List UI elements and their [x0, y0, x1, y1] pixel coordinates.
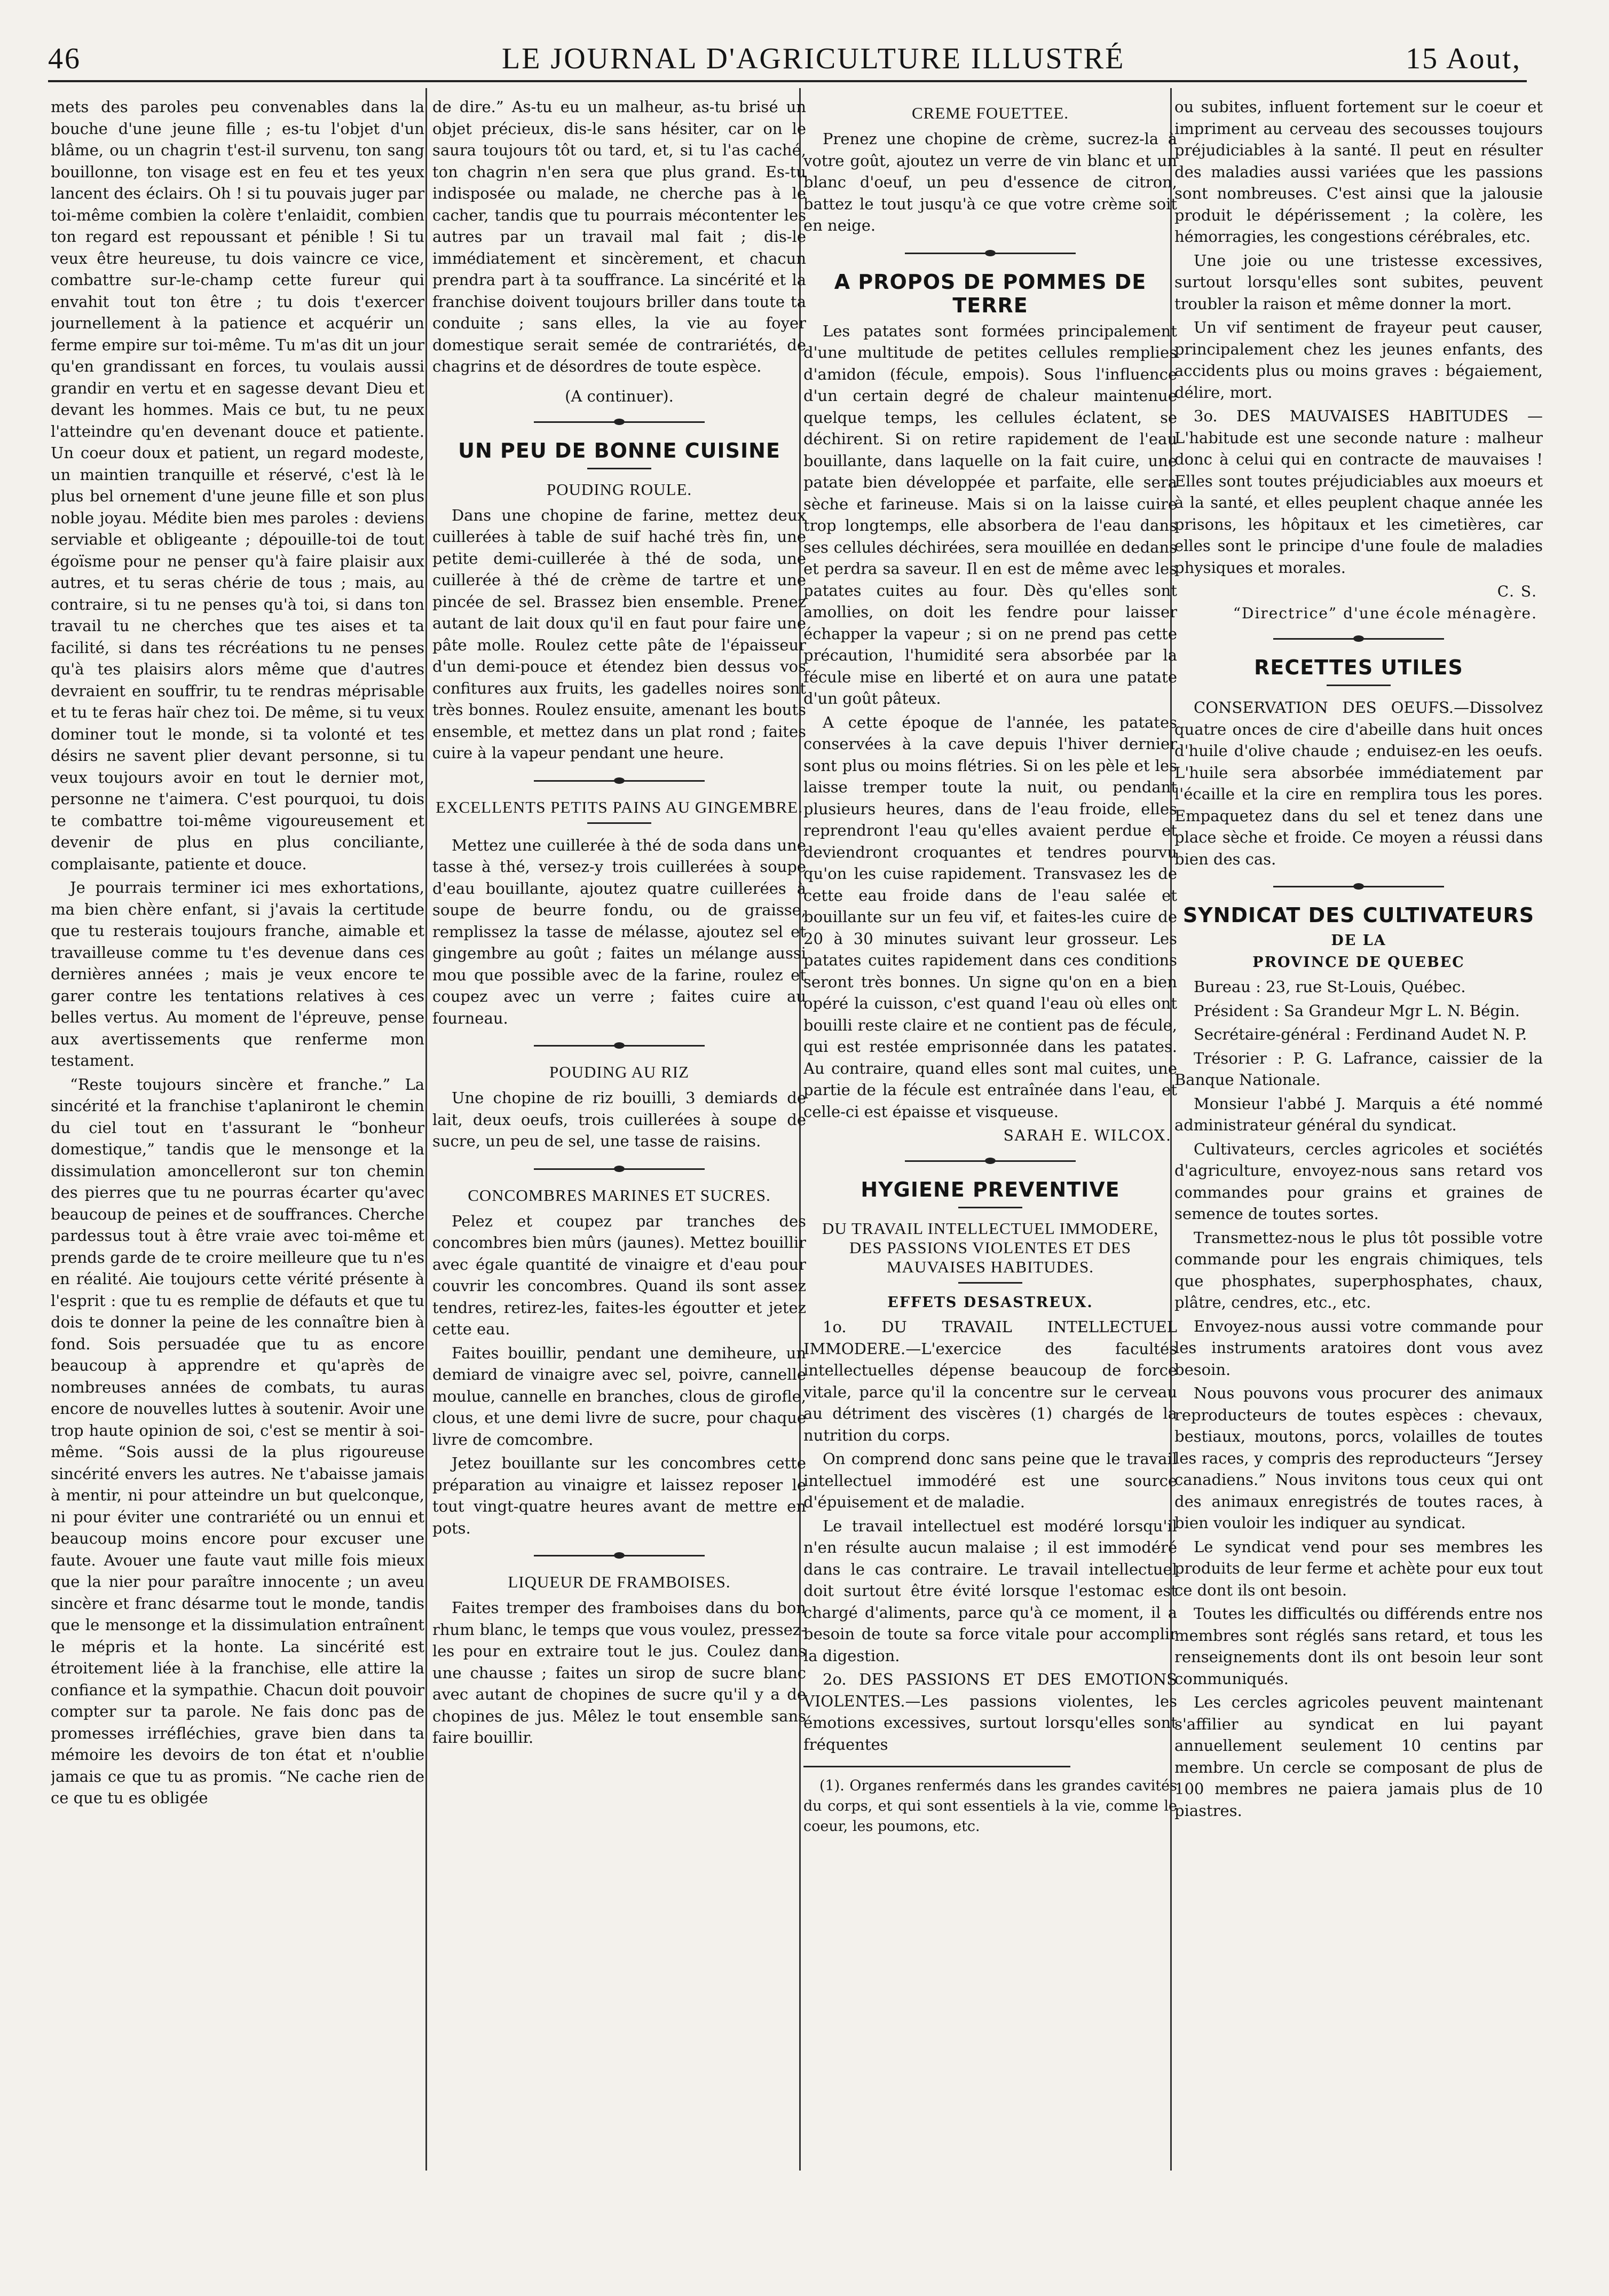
article-paragraph: 2o. DES PASSIONS ET DES EMOTIONS VIOLENTES.—Les passions violentes, les émotions excessives, surtout lorsqu'elles sont fréquentes [803, 1670, 1177, 1754]
author-signature: C. S. [1497, 583, 1537, 600]
separator-rule [534, 1555, 705, 1556]
article-paragraph: 1o. DU TRAVAIL INTELLECTUEL IMMODERE.—L'exercice des facultés intellectuelles dépense beaucoup de force vitale, parce qu'il la concentre sur le cerveau au détriment des viscères (1) chargés de la nutrition du corps. [803, 1318, 1177, 1444]
recipe-text: Une chopine de riz bouilli, 3 demiards de lait, deux oeufs, trois cuillerées à soupe de sucre, un peu de sel, une tasse de raisins. [432, 1089, 806, 1150]
section-ornament [1273, 638, 1444, 640]
article-subtitle: DU TRAVAIL INTELLECTUEL IMMODERE, DES PASSIONS VIOLENTES ET DES MAUVAISES HABITUDES. [822, 1219, 1158, 1276]
section-ornament [534, 421, 705, 423]
syndicat-paragraph: Envoyez-nous aussi votre commande pour les instruments aratoires dont vous avez besoin. [1174, 1317, 1543, 1379]
section-title: SYNDICAT DES CULTIVATEURS [1182, 903, 1535, 927]
journal-title: LE JOURNAL D'AGRICULTURE ILLUSTRÉ [502, 42, 1125, 75]
recipe-text: Pelez et coupez par tranches des concombres bien mûrs (jaunes). Mettez bouillir avec égale quantité de vinaigre et d'eau pour couvrir les concombres. Quand ils sont assez tendres, retirez-les, faites-les égoutter et jetez cette eau. [432, 1212, 806, 1338]
section-subtitle: PROVINCE DE QUEBEC [1252, 954, 1465, 971]
issue-date: 15 Aout, [1406, 42, 1521, 75]
syndicat-paragraph: Cultivateurs, cercles agricoles et sociétés d'agriculture, envoyez-nous sans retard vos commandes pour grains et graines de semence de toutes sortes. [1174, 1139, 1543, 1223]
recipe-text: Faites bouillir, pendant une demiheure, un demiard de vinaigre avec sel, poivre, cannelle moulue, cannelle en branches, clous de girofle, clous, et une demi livre de sucre, pour chaque livre de comcombre. [432, 1343, 806, 1449]
article-paragraph: Le travail intellectuel est modéré lorsqu'il n'en résulte aucun malaise ; il est immodéré dans le cas contraire. Le travail intellectuel doit surtout être évité lorsque l'estomac est chargé d'aliments, parce qu'à ce moment, il a besoin de toute sa force vitale pour accomplir la digestion. [803, 1516, 1177, 1665]
author-signature: SARAH E. WILCOX. [1003, 1127, 1172, 1144]
masthead [48, 42, 1521, 79]
short-rule [958, 1282, 1022, 1284]
recipe-text: Mettez une cuillerée à thé de soda dans une tasse à thé, versez-y trois cuillerées à soupe d'eau bouillante, ajoutez quatre cuillerées à soupe de beurre fondu, ou de graisse, remplissez la tasse de mélasse, ajoutez sel et gingembre au goût ; faites un mélange aussi mou que possible avec de la farine, roulez et coupez avec un verre ; faites cuire au fourneau. [432, 836, 806, 1027]
short-rule [587, 822, 651, 824]
article-kicker: EFFETS DESASTREUX. [887, 1294, 1093, 1311]
section-title: RECETTES UTILES [1254, 656, 1463, 679]
syndicat-paragraph: Nous pouvons vous procurer des animaux reproducteurs de toutes espèces : chevaux, bestiaux, moutons, porcs, volailles de toutes les races, y compris des reproducteurs “Jersey canadiens.” Nous invitons tous ceux qui ont des animaux enregistrés de toutes races, à bien vouloir les indiquer au syndicat. [1174, 1384, 1543, 1532]
section-subtitle: DE LA [1331, 932, 1386, 949]
masthead-rule [48, 80, 1527, 82]
article-paragraph: Les patates sont formées principalement d'une multitude de petites cellules remplies d'amidon (fécule, empois). Sous l'influence d'un certain degré de chaleur maintenue quelque temps, les cellules éclatent, se déchirent. Si on retire rapidement de l'eau bouillante, dans laquelle on la fait cuire, une patate bien développée et parfaite, elle sera sèche et farineuse. Mais si on la laisse cuire trop longtemps, elle absorbera de l'eau dans ses cellules déchirées, sera mouillée en dedans et perdra sa saveur. Il en est de même avec les patates cuites au four. Dès qu'elles sont amollies, on doit les fendre pour laisser échapper la vapeur ; si on ne prend pas cette précaution, l'humidité sera absorbée par la fécule mise en liberté et on aura une patate d'un goût pâteux. [803, 321, 1177, 707]
article-paragraph: “Reste toujours sincère et franche.” La sincérité et la franchise t'aplaniront le chemin du ciel tout en t'assurant le “bonheur domestique,” tandis que le mensonge et la dissimulation amoncelleront sur ton chemin des pierres que tu ne pourras écarter qu'avec beaucoup de peines et de souffrances. Cherche pardessus tout à être vraie avec toi-même et prends garde de te croire meilleure que tu n'es en réalité. Aie toujours cette vérité présente à l'esprit : que tu es remplie de défauts et que tu dois te donner la peine de les connaître bien à fond. Sois persuadée que tu as encore beaucoup à apprendre et qu'après de nombreuses années de combats, tu auras encore de nouvelles luttes à soutenir. Avoir une trop haute opinion de soi, c'est se mentir à soi-même. “Sois aussi de la plus rigoureuse sincérité envers les autres. Ne t'abaisse jamais à mentir, ni pour atteindre un but quelconque, ni pour éviter une contrariété ou un ennui et beaucoup moins encore pour excuser une faute. Avouer une faute vaut mille fois mieux que la nier pour paraître innocente ; un aveu sincère et franc désarme tout le monde, tandis que le mensonge et la dissimulation entraînent le mépris et la honte. La sincérité est étroitement liée à la franchise, elle attire la confiance et la sympathie. Chacun doit pouvoir compter sur ta parole. Ne fais donc pas de promesses irréfléchies, grave bien dans ta mémoire les devoirs de ton état et n'oublie jamais ce que tu as promis. “Ne cache rien de ce que tu es obligée [51, 1075, 424, 1807]
column-2 [432, 96, 806, 2189]
article-paragraph: Un vif sentiment de frayeur peut causer, principalement chez les jeunes enfants, des accidents plus ou moins graves : bégaiement, délire, mort. [1174, 318, 1543, 402]
section-title: UN PEU DE BONNE CUISINE [458, 438, 780, 462]
syndicat-paragraph: Trésorier : P. G. Lafrance, caissier de la Banque Nationale. [1174, 1049, 1543, 1089]
recipe-title: POUDING ROULE. [546, 479, 692, 499]
article-paragraph: On comprend donc sans peine que le travail intellectuel immodéré est une source d'épuisement et de maladie. [803, 1450, 1177, 1511]
section-ornament [905, 1160, 1076, 1162]
section-title: A PROPOS DE POMMES DE TERRE [834, 270, 1147, 317]
syndicat-paragraph: Bureau : 23, rue St-Louis, Québec. [1194, 978, 1466, 996]
recipe-text: Faites tremper des framboises dans du bon rhum blanc, le temps que vous voulez, pressez-les pour en extraire tout le jus. Coulez dans une chausse ; faites un sirop de sucre blanc avec autant de chopines de sucre qu'il y a de chopines de jus. Mêlez le tout ensemble sans faire bouillir. [432, 1599, 806, 1747]
article-paragraph: de dire.” As-tu eu un malheur, as-tu brisé un objet précieux, dis-le sans hésiter, car on le saura toujours tôt ou tard, et, si tu l'as caché, ton chagrin n'en sera que plus grand. Es-tu indisposée ou malade, ne cherche pas à le cacher, tandis que tu pourrais mécontenter les autres par un travail mal fait ; dis-le immédiatement et sincèrement, et chacun prendra part à ta souffrance. La sincérité et la franchise doivent toujours briller dans toute ta conduite ; sans elles, la vie au foyer domestique serait semée de contrariétés, de chagrins et de désordres de toute espèce. [432, 98, 806, 375]
recipe-title: CONCOMBRES MARINES ET SUCRES. [468, 1185, 771, 1205]
article-paragraph: Je pourrais terminer ici mes exhortations, ma bien chère enfant, si j'avais la certitude que tu resterais toujours franche, aimable et travailleuse comme tu t'es devenue dans ces dernières années ; mais je veux encore te garer contre les tentations relatives à ces belles vertus. Au moment de l'épreuve, pense aux avertissements que renferme mon testament. [51, 878, 424, 1070]
article-paragraph: ou subites, influent fortement sur le coeur et impriment au cerveau des secousses toujours préjudiciables à la santé. Il peut en résulter des maladies aussi variées que les passions sont nombreuses. C'est ainsi que la jalousie produit le dépérissement ; la colère, les hémorragies, les congestions cérébrales, etc. [1174, 98, 1543, 246]
syndicat-paragraph: Secrétaire-général : Ferdinand Audet N. P. [1194, 1025, 1527, 1043]
article-paragraph: mets des paroles peu convenables dans la bouche d'une jeune fille ; es-tu l'objet d'un blâme, ou un chagrin t'est-il survenu, ton sang bouillonne, ton visage est en feu et tes yeux lancent des éclairs. Oh ! si tu pouvais juger par toi-même combien la colère t'enlaidit, combien ton regard est repoussant et pénible ! Si tu veux être heureuse, tu dois vaincre ce vice, combattre sur-le-champ cette fureur qui envahit tout ton être ; tu dois t'exercer journellement à la patience et acquérir un ferme empire sur toi-même. Tu m'as dit un jour qu'en grandissant en forces, tu voulais aussi grandir en vertu et en sagesse devant Dieu et devant les hommes. Mais ce but, tu ne peux l'atteindre qu'en devenant douce et patiente. Un coeur doux et patient, un regard modeste, un maintien tranquille et réservé, c'est là le plus bel ornement d'une jeune fille et son plus noble joyau. Médite bien mes paroles : deviens serviable et obligeante ; dépouille-toi de tout égoïsme pour ne penser qu'à faire plaisir aux autres, et tu seras chérie de tous ; mais, au contraire, si tu ne penses qu'à toi, si dans ton travail tu ne cherches que tes aises et ta facilité, si dans tes récréations tu ne penses qu'à tes plaisirs alors même que d'autres devraient en souffrir, tu te rendras méprisable et tu te feras haïr chez toi. De même, si tu veux dominer tout le monde, si ta volonté et tes désirs ne savent plier devant personne, si tu veux toujours avoir en tout le dernier mot, personne ne t'aimera. C'est pourquoi, tu dois te combattre toi-même vigoureusement et devenir de plus en plus conciliante, complaisante, patiente et douce. [51, 98, 424, 873]
syndicat-paragraph: Transmettez-nous le plus tôt possible votre commande pour les engrais chimiques, tels que phosphates, superphosphates, chaux, plâtre, cendres, etc., etc. [1174, 1228, 1543, 1311]
short-rule [958, 1207, 1022, 1208]
syndicat-paragraph: Président : Sa Grandeur Mgr L. N. Bégin. [1194, 1001, 1520, 1020]
recipe-title: LIQUEUR DE FRAMBOISES. [508, 1572, 731, 1591]
column-1 [51, 96, 424, 2189]
short-rule [587, 468, 651, 469]
article-paragraph: 3o. DES MAUVAISES HABITUDES —L'habitude est une seconde nature : malheur donc à celui qui en contracte de mauvaises ! Elles sont toutes préjudiciables aux moeurs et à la santé, et elles peuplent chaque année les prisons, les hôpitaux et les cimetières, car elles sont le principe d'une foule de maladies physiques et morales. [1174, 407, 1543, 577]
recipe-title: EXCELLENTS PETITS PAINS AU GINGEMBRE. [436, 797, 803, 816]
recipe-text: Jetez bouillante sur les concombres cette préparation au vinaigre et laissez reposer le tout vingt-quatre heures avant de mettre en pots. [432, 1454, 806, 1537]
recipe-text: Prenez une chopine de crème, sucrez-la à votre goût, ajoutez un verre de vin blanc et un blanc d'oeuf, un peu d'essence de citron, battez le tout jusqu'à ce que votre crème soit en neige. [803, 130, 1177, 234]
column-divider [425, 88, 427, 2171]
article-paragraph: Une joie ou une tristesse excessives, surtout lorsqu'elles sont subites, peuvent troubler la raison et même donner la mort. [1174, 251, 1543, 313]
column-3 [803, 96, 1177, 2189]
syndicat-paragraph: Monsieur l'abbé J. Marquis a été nommé administrateur général du syndicat. [1174, 1094, 1543, 1134]
section-ornament [1273, 886, 1444, 887]
section-title: HYGIENE PREVENTIVE [861, 1178, 1120, 1201]
column-4 [1174, 96, 1543, 2189]
syndicat-paragraph: Les cercles agricoles peuvent maintenant s'affilier au syndicat en lui payant annuellement seulement 10 centins par membre. Un cercle se composant de plus de 100 membres ne paiera jamais plus de 10 piastres. [1174, 1693, 1543, 1820]
article-paragraph: CONSERVATION DES OEUFS.—Dissolvez quatre onces de cire d'abeille dans huit onces d'huile d'olive chaude ; enduisez-en les oeufs. L'huile sera absorbée immédiatement par l'écaille et la cire en remplira tous les pores. Empaquetez dans du sel et tenez dans une place sèche et froide. Ce moyen a réussi dans bien des cas. [1174, 698, 1543, 868]
page-number: 46 [48, 42, 81, 75]
section-ornament [905, 253, 1076, 254]
author-title: “Directrice” d'une école ménagère. [1233, 604, 1537, 622]
recipe-title: CREME FOUETTEE. [912, 104, 1069, 122]
footnote-rule [803, 1766, 1070, 1767]
footnote: (1). Organes renfermés dans les grandes cavités du corps, et qui sont essentiels à la vie, comme le coeur, les poumons, etc. [803, 1778, 1177, 1835]
separator-rule [534, 1045, 705, 1047]
separator-rule [534, 1168, 705, 1170]
article-paragraph: A cette époque de l'année, les patates conservées à la cave depuis l'hiver dernier sont plus ou moins flétries. Si on les pèle et les laisse tremper toute la nuit, ou pendant plusieurs heures, dans de l'eau froide, elles reprendront l'eau qu'elles avaient perdue et deviendront croquantes et tendres pourvu qu'on les cuise rapidement. Transvasez les de cette eau froide dans de l'eau salée et bouillante sur un feu vif, et faites-les cuire de 20 à 30 minutes suivant leur grosseur. Les patates cuites rapidement dans ces conditions seront très bonnes. Un signe qu'on en a bien opéré la cuisson, c'est quand l'eau où elles ont bouilli reste claire et ne contient pas de fécule, qui est restée emprisonnée dans les patates. Au contraire, quand elles sont mal cuites, une partie de la fécule est entraînée dans l'eau, et celle-ci est épaisse et visqueuse. [803, 713, 1177, 1121]
to-continue-note: (A continuer). [565, 387, 674, 405]
recipe-title: POUDING AU RIZ [549, 1063, 689, 1081]
recipe-text: Dans une chopine de farine, mettez deux cuillerées à table de suif haché très fin, une petite demi-cuillerée à thé de soda, une cuillerée à thé de crème de tartre et une pincée de sel. Brassez bien ensemble. Prenez autant de lait doux qu'il en faut pour faire une pâte molle. Roulez cette pâte de l'épaisseur d'un demi-pouce et étendez bien dessus vos confitures aux fruits, les gadelles noires sont très bonnes. Roulez ensuite, amenant les bouts ensemble, et mettez dans un plat rond ; faites cuire à la vapeur pendant une heure. [432, 506, 806, 762]
separator-rule [534, 780, 705, 782]
syndicat-paragraph: Toutes les difficultés ou différends entre nos membres sont réglés sans retard, et tous les renseignements dont ils ont besoin leur sont communiqués. [1174, 1605, 1543, 1688]
short-rule [1327, 685, 1391, 686]
syndicat-paragraph: Le syndicat vend pour ses membres les produits de leur ferme et achète pour eux tout ce dont ils ont besoin. [1174, 1537, 1543, 1599]
